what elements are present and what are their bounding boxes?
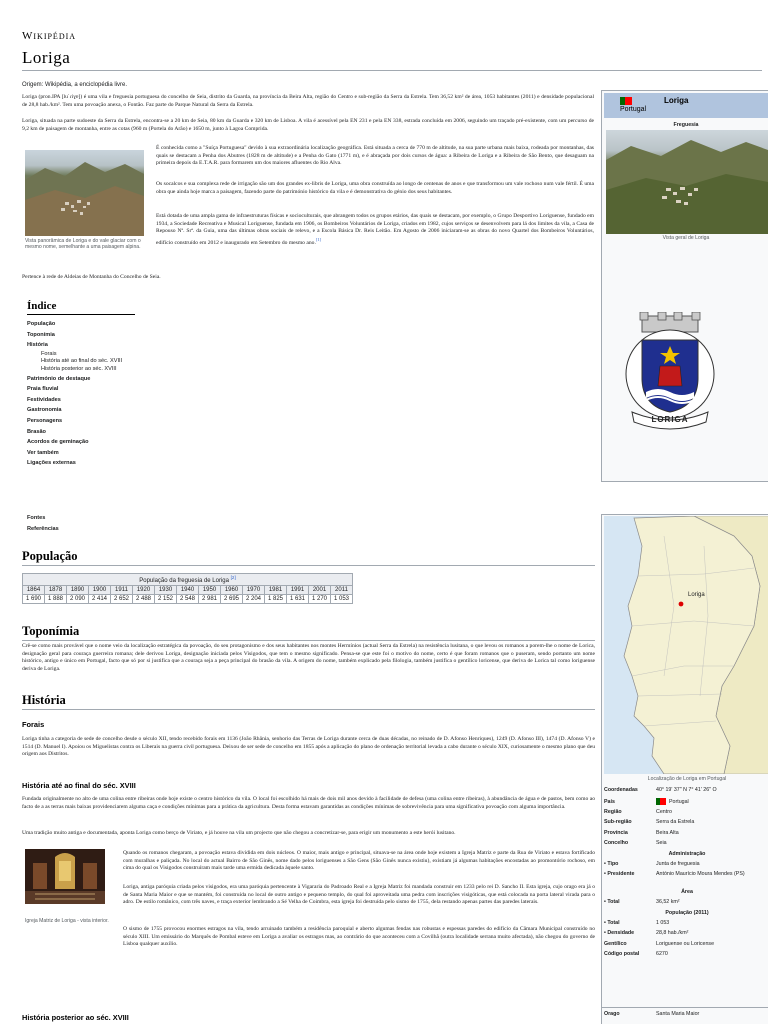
toc-item-referencias[interactable]: Referências [27, 525, 59, 532]
portugal-flag-icon [620, 97, 632, 105]
network-line: Pertence à rede de Aldeias de Montanha do Concelho de Seia. [22, 274, 161, 280]
intro-paragraph-2: Loriga, situada na parte sudoeste da Serra da Estrela, encontra-se a 20 km de Seia, 80 km da Guarda e 320 km de Lisboa. A vila é acessível pela EN 231 e pela EN 338, estrada concluída em 2006, seguindo um traçado pré-existente, com um percurso de 9,2 km de paisagem de montanha, entre as cotas (960 m (Portela do Arão) e 1650 m, junto à Lagoa Comprida. [22, 118, 594, 132]
location-map[interactable] [604, 516, 768, 774]
infobox-photo-caption: Vista geral de Loriga [662, 235, 710, 241]
population-year-cell: 1970 [243, 586, 265, 595]
xviii-paragraph-1: Fundada originalmente no alto de uma colina entre ribeiras onde hoje existe o centro histórico da vila. O local foi escolhido há mais de dois mil anos devido à facilidade de defesa (uma colina entre ribeiras), à abundância de água e de pastos, bem como ao facto de a as terras mais baixas providenciarem alguma caça e condições mínimas para a prática da agricultura. Desta forma estavam garantidas as condições mínimas de sobrevivência para uma significativa povoação com alguma importância. [22, 796, 595, 810]
population-table-wrap [22, 573, 353, 604]
population-year-cell: 1900 [89, 586, 111, 595]
toc-item[interactable]: Praia fluvial [27, 386, 59, 393]
population-value-cell: 1 270 [309, 595, 331, 604]
xviii-paragraph-3: Quando os romanos chegaram, a povoação estava dividida em dois núcleos. O maior, mais antigo e principal, situava-se na área onde hoje existem a Igreja Matriz e parte da Rua de Viriato e estava fortificado com muralhas e paliçada. No local do actual Bairro de São Ginês, nome dado pelos loriguenses a São Gens (São Ginês nunca existiu), existiam já algumas habitações encostadas ao promontório rochoso, em cima do qual os Visigodos construíram mais tarde uma ermida dedicada àquele santo. [123, 850, 595, 872]
portugal-map-svg [604, 516, 768, 774]
infobox-row: Gentílico Loriguense ou Loricense [604, 940, 715, 947]
toc-tail [27, 513, 135, 534]
toc-list [27, 319, 135, 469]
population-year-cell: 1930 [155, 586, 177, 595]
population-year-cell: 2001 [309, 586, 331, 595]
toc-item-fontes[interactable]: Fontes [27, 515, 46, 521]
toc [27, 300, 135, 469]
infobox-row: Região Centro [604, 808, 672, 815]
population-year-cell: 1878 [45, 586, 67, 595]
panorama-image[interactable] [25, 150, 144, 236]
toc-item[interactable]: Forais [41, 350, 57, 357]
infobox-country: Portugal [620, 106, 647, 113]
map-marker-label: Loriga [688, 592, 705, 598]
heading-historia-xviii: História até ao final do séc. XVIII [22, 781, 136, 790]
heading-toponimia: Toponímia [22, 624, 595, 641]
population-value-cell: 1 825 [265, 595, 287, 604]
coat-of-arms[interactable] [622, 312, 718, 432]
population-year-cell: 1940 [177, 586, 199, 595]
intro-paragraph-5: Está dotada de uma ampla gama de infraestruturas físicas e socioculturais, que abrangem todos os grupos etários, das quais se destacam, por exemplo, o Grupo Desportivo Loriguense, fundado em 1934, a Sociedade Recreativa e Musical Loriguense, fundada em 1906, os Bombeiros Voluntários de Loriga, criados em 1982, cujos serviços se desenvolvem para lá dos limites da vila, a Casa de Repouso Nª. Srª. da Guia, uma das últimas obras sociais de relevo, e a Escola Básica Dr. Reis Leitão. Em Agosto de 2006 iniciaram-se as obras do novo Quartel dos Bombeiros Voluntários, edifício construído em 2012 e inaugurado em Setembro do mesmo ano.[1] [156, 213, 594, 246]
coat-of-arms-text: LORIGA [651, 415, 689, 424]
infobox-row: Sub-região Serra da Estrela [604, 819, 695, 825]
population-value-cell: 1 888 [45, 595, 67, 604]
intro-paragraph-4: Os socalcos e sua complexa rede de irrigação são um dos grandes ex-libris de Loriga, uma obra construída ao longo de centenas de anos e que transformou um vale rochoso num vale fértil. É uma obra que ainda hoje marca a paisagem, fazendo parte do património histórico da vila e é demonstrativa do génio dos seus habitantes. [156, 181, 594, 195]
toc-item[interactable]: História até ao final do séc. XVIII [41, 358, 123, 365]
reference-link[interactable]: [1] [315, 237, 322, 243]
origin-line: Origem: Wikipédia, a enciclopédia livre. [22, 82, 128, 88]
heading-populacao: População [22, 549, 595, 566]
title-underline [22, 70, 762, 71]
church-interior-image[interactable] [25, 849, 105, 904]
heading-forais: Forais [22, 720, 45, 729]
infobox-row: Código postal 6270 [604, 951, 668, 957]
population-value-cell: 2 981 [199, 595, 221, 604]
population-year-cell: 1991 [287, 586, 309, 595]
heading-historia-posterior: História posterior ao séc. XVIII [22, 1013, 129, 1022]
map-caption: Localização de Loriga em Portugal [647, 776, 727, 782]
coat-of-arms-svg [622, 312, 718, 432]
toc-item[interactable]: Ver também [27, 449, 59, 456]
population-year-cell: 1960 [221, 586, 243, 595]
population-value-cell: 1 631 [287, 595, 309, 604]
site-logo[interactable]: Wikipédia [22, 30, 77, 42]
portugal-flag-icon [656, 798, 666, 805]
population-value-cell: 2 152 [155, 595, 177, 604]
infobox-type: Freguesia [673, 122, 699, 128]
infobox-title: Loriga [664, 96, 689, 105]
xviii-paragraph-5: O sismo de 1755 provocou enormes estragos na vila, tendo arruinado também a residência paroquial e aberto algumas fendas nas robustas e espessas paredes do edifício da Câmara Municipal construído no século XIII. Um emissário do Marquês de Pombal esteve em Loriga a avaliar os estragos mas, ao contrário do que aconteceu com a Covilhã (outra localidade serrana muito afectada), não chegou do governo de Lisboa qualquer auxílio. [123, 926, 595, 948]
toc-item[interactable]: História posterior ao séc. XVIII [41, 365, 117, 372]
population-value-cell: 2 414 [89, 595, 111, 604]
toc-item[interactable]: Ligações externas [27, 460, 76, 467]
intro-paragraph-3: É conhecida como a "Suíça Portuguesa" devido à sua extraordinária localização geográfica. Está situada a cerca de 770 m de altitude, na sua parte urbana mais baixa, rodeada por montanhas, das quais se destacam a Penha dos Abutres (1828 m de altitude) e a Penha do Gato (1771 m), e é abraçada por dois cursos de água: a Ribeira de Loriga e a Ribeira de São Bento, que desaguam na primeira depois da E.T.A.R. para formarem um dos maiores afluentes do Rio Alva. [156, 145, 594, 167]
intro-paragraph-1: Loriga (pron.IPA [luˈɾiɣɐ]) é uma vila e freguesia portuguesa do concelho de Seia, distrito da Guarda, na província da Beira Alta, região do Centro e sub-região da Serra da Estrela. Tem 36,52 km² de área, 1053 habitantes (2011) e densidade populacional de 28,8 hab./km². Tem uma povoação anexa, o Fontão. Faz parte do Parque Natural da Serra da Estrela. [22, 94, 594, 108]
population-value-cell: 2 488 [133, 595, 155, 604]
population-value-cell: 2 548 [177, 595, 199, 604]
population-values-row [23, 595, 353, 604]
xviii-paragraph-2: Uma tradição muito antiga e documentada, aponta Loriga como berço de Viriato, e já houve na vila um projecto que não chegou a concretizar-se, para erigir um monumento a este herói lusitano. [22, 830, 456, 836]
infobox-section-admin: Administração [668, 850, 706, 857]
infobox-section-population: População (2011) [665, 909, 709, 916]
infobox-row: • Presidente António Maurício Moura Mendes (PS) [604, 871, 745, 877]
population-years-row [23, 586, 353, 595]
panorama-caption: Vista panorâmica de Loriga e do vale glaciar com o mesmo nome, semelhante a uma paisagem alpina. [25, 238, 141, 251]
population-table [22, 573, 353, 604]
population-year-cell: 1864 [23, 586, 45, 595]
infobox-row: País Portugal [604, 798, 689, 805]
population-year-cell: 1890 [67, 586, 89, 595]
infobox-row: Província Beira Alta [604, 829, 679, 836]
infobox-photo[interactable] [606, 130, 768, 234]
toc-item[interactable]: Acordos de geminação [27, 439, 89, 446]
toc-item[interactable]: Brasão [27, 428, 46, 435]
heading-historia: História [22, 693, 595, 710]
toc-item[interactable]: Gastronomia [27, 407, 62, 414]
population-value-cell: 1 690 [23, 595, 45, 604]
infobox-row: Coordenadas 40° 19' 37" N 7° 41' 26" O [604, 787, 717, 793]
population-value-cell: 2 695 [221, 595, 243, 604]
population-year-cell: 2011 [331, 586, 353, 595]
forais-text: Loriga tinha a categoria de sede de concelho desde o século XII, tendo recebido forais em 1136 (João Rhânia, senhorio das Terras de Loriga durante cerca de duas décadas, no reinado de D. Afonso Henriques), 1249 (D. Afonso III), 1474 (D. Afonso V) e 1514 (D. Manuel I). Apoiou os Miguelistas contra os Liberais na guerra civil portuguesa. Deixou de ser sede de concelho em 1855 após a aplicação do plano de ordenação territorial levada a cabo durante o século XIX, curiosamente o mesmo plano que deu origem aos Distritos. [22, 736, 595, 758]
infobox-header [604, 93, 768, 118]
infobox-section-area: Área [681, 889, 693, 895]
infobox-row: • Tipo Junta de freguesia [604, 860, 700, 867]
xviii-paragraph-4: Loriga, antiga paróquia criada pelos visigodos, era uma paróquia pertencente à Vigararia do Padroado Real e a Igreja Matriz foi mandada construir em 1233 pelo rei D. Sancho II. Esta igreja, cujo orago era já o de Santa Maria Maior e que se mantém, foi construída no local de outro antigo e pequeno templo, do qual foi aproveitada uma pedra com inscrições visigóticas, que está colocada na porta lateral virada para o adro. De estilo românico, com três naves, e traça exterior lembrando a Sé Velha de Coimbra, esta igreja foi destruída pelo sismo de 1755, dela restando apenas partes das paredes laterais. [123, 884, 595, 906]
toponymy-text: Crê-se como mais provável que o nome veio da localização estratégica da povoação, do seu protagonismo e dos seus habitantes nos montes Hermínios (actual Serra da Estrela) na resistência lusitana, o que levou os romanos a porem-lhe o nome de Lorica, designação geral para couraça guerreira romana; dele derivou Loriga, designação iniciada pelos Visigodos, que tem o mesmo significado. Pensa-se que este foi o motivo do nome, certo é que foram romanos que o puseram, sendo portanto um nome histórico, antigo e único em Portugal, facto que só por si justifica que a couraça seja a peça principal do brasão da vila. A origem do nome, também explicado pela filologia, também justifica o gentílico loricense, que deriva de Lorica tal como loriguense deriva de Loriga. [22, 643, 595, 673]
infobox-row: • Total 36,52 km² [604, 899, 680, 905]
church-caption: Igreja Matriz de Loriga - vista interior. [25, 918, 109, 924]
toc-item[interactable]: História [27, 342, 48, 349]
infobox-row: Concelho Seia [604, 840, 667, 846]
infobox-row: • Densidade 28,8 hab./km² [604, 930, 689, 936]
population-year-cell: 1911 [111, 586, 133, 595]
toc-item[interactable]: Toponímia [27, 331, 55, 338]
population-value-cell: 2 652 [111, 595, 133, 604]
population-year-cell: 1920 [133, 586, 155, 595]
population-year-cell: 1950 [199, 586, 221, 595]
infobox-row: • Total 1 053 [604, 919, 670, 926]
population-year-cell: 1981 [265, 586, 287, 595]
page-title: Loriga [22, 48, 71, 67]
toc-item[interactable]: Personagens [27, 417, 63, 424]
population-value-cell: 1 053 [331, 595, 353, 604]
toc-item[interactable]: Património de destaque [27, 375, 91, 382]
population-value-cell: 2 090 [67, 595, 89, 604]
population-table-caption: População da freguesia de Loriga [2] [23, 574, 353, 586]
population-value-cell: 2 204 [243, 595, 265, 604]
toc-item[interactable]: População [27, 321, 56, 327]
toc-item[interactable]: Festividades [27, 396, 61, 403]
infobox-row-orago: Orago Santa Maria Maior [604, 1011, 700, 1017]
toc-title: Índice [27, 300, 135, 315]
